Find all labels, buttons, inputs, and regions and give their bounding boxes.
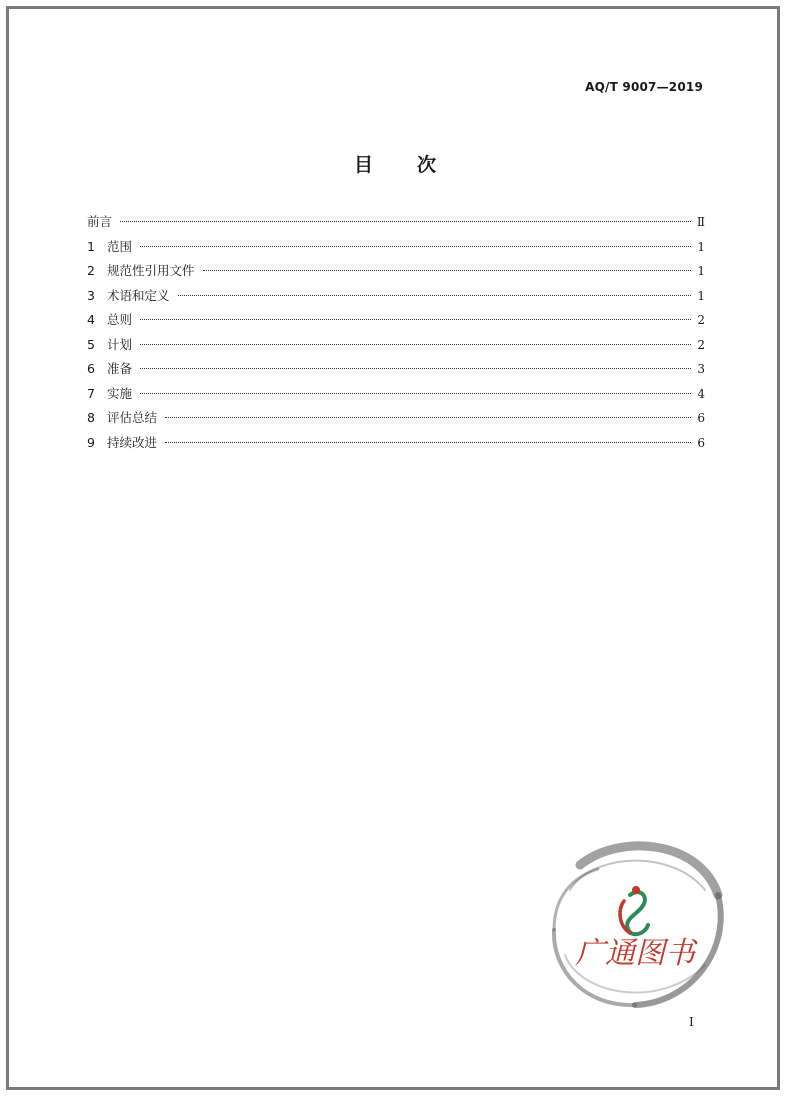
toc-item-page: 6 (697, 435, 705, 450)
toc-item-label: 准备 (107, 361, 133, 376)
toc-item-page: 3 (697, 362, 705, 376)
toc-item-evaluation-summary[interactable] (87, 408, 705, 433)
toc-item-page: 1 (697, 239, 705, 254)
toc-item-number: 2 (87, 263, 95, 278)
toc-item-page: 4 (697, 386, 705, 401)
toc-item-number: 8 (87, 410, 95, 425)
toc-item-page: 2 (697, 313, 705, 327)
toc-item-label: 前言 (87, 214, 113, 229)
dot-leader (140, 246, 691, 247)
toc-item-number: 9 (87, 434, 95, 450)
toc-item-number: 1 (87, 238, 95, 254)
toc-item-label: 总则 (107, 312, 133, 327)
toc-item-page: Ⅱ (696, 215, 705, 229)
stamp-text: 广通图书 (575, 936, 695, 971)
dot-leader (178, 295, 691, 296)
toc-item-number: 5 (87, 336, 95, 352)
dot-leader (203, 270, 691, 271)
toc-item-number: 4 (87, 312, 95, 327)
dot-leader (165, 442, 691, 443)
logo-emblem-icon (620, 886, 648, 934)
toc-item-preparation[interactable] (87, 359, 705, 384)
dot-leader (140, 319, 691, 320)
toc-item-foreword[interactable] (87, 212, 705, 237)
toc-list (87, 212, 705, 457)
toc-item-page: 6 (697, 411, 705, 425)
toc-item-label: 评估总结 (107, 410, 158, 425)
toc-item-label: 持续改进 (107, 434, 158, 450)
dot-leader (165, 417, 691, 418)
toc-item-plan[interactable] (87, 335, 705, 360)
dot-leader (120, 221, 691, 222)
toc-item-label: 范围 (107, 238, 133, 254)
toc-item-page: 1 (697, 288, 705, 303)
toc-item-number: 7 (87, 385, 95, 401)
toc-item-number: 3 (87, 287, 95, 303)
toc-item-page: 2 (697, 337, 705, 352)
toc-item-label: 计划 (107, 336, 133, 352)
toc-item-implementation[interactable] (87, 384, 705, 409)
toc-item-scope[interactable] (87, 237, 705, 262)
toc-item-normative-references[interactable] (87, 261, 705, 286)
toc-item-general-principles[interactable] (87, 310, 705, 335)
page-number: I (689, 1015, 694, 1029)
toc-item-terms-definitions[interactable] (87, 286, 705, 311)
toc-title: 目次 (353, 154, 480, 176)
toc-item-page: 1 (697, 264, 705, 278)
toc-item-continuous-improvement[interactable] (87, 433, 705, 458)
dot-leader (140, 344, 691, 345)
publisher-stamp-logo (540, 835, 730, 1015)
document-code: AQ/T 9007—2019 (585, 80, 703, 94)
toc-item-label: 实施 (107, 385, 133, 401)
dot-leader (140, 393, 691, 394)
toc-item-label: 术语和定义 (107, 287, 170, 303)
toc-item-number: 6 (87, 361, 95, 376)
dot-leader (140, 368, 691, 369)
toc-item-label: 规范性引用文件 (107, 263, 195, 278)
